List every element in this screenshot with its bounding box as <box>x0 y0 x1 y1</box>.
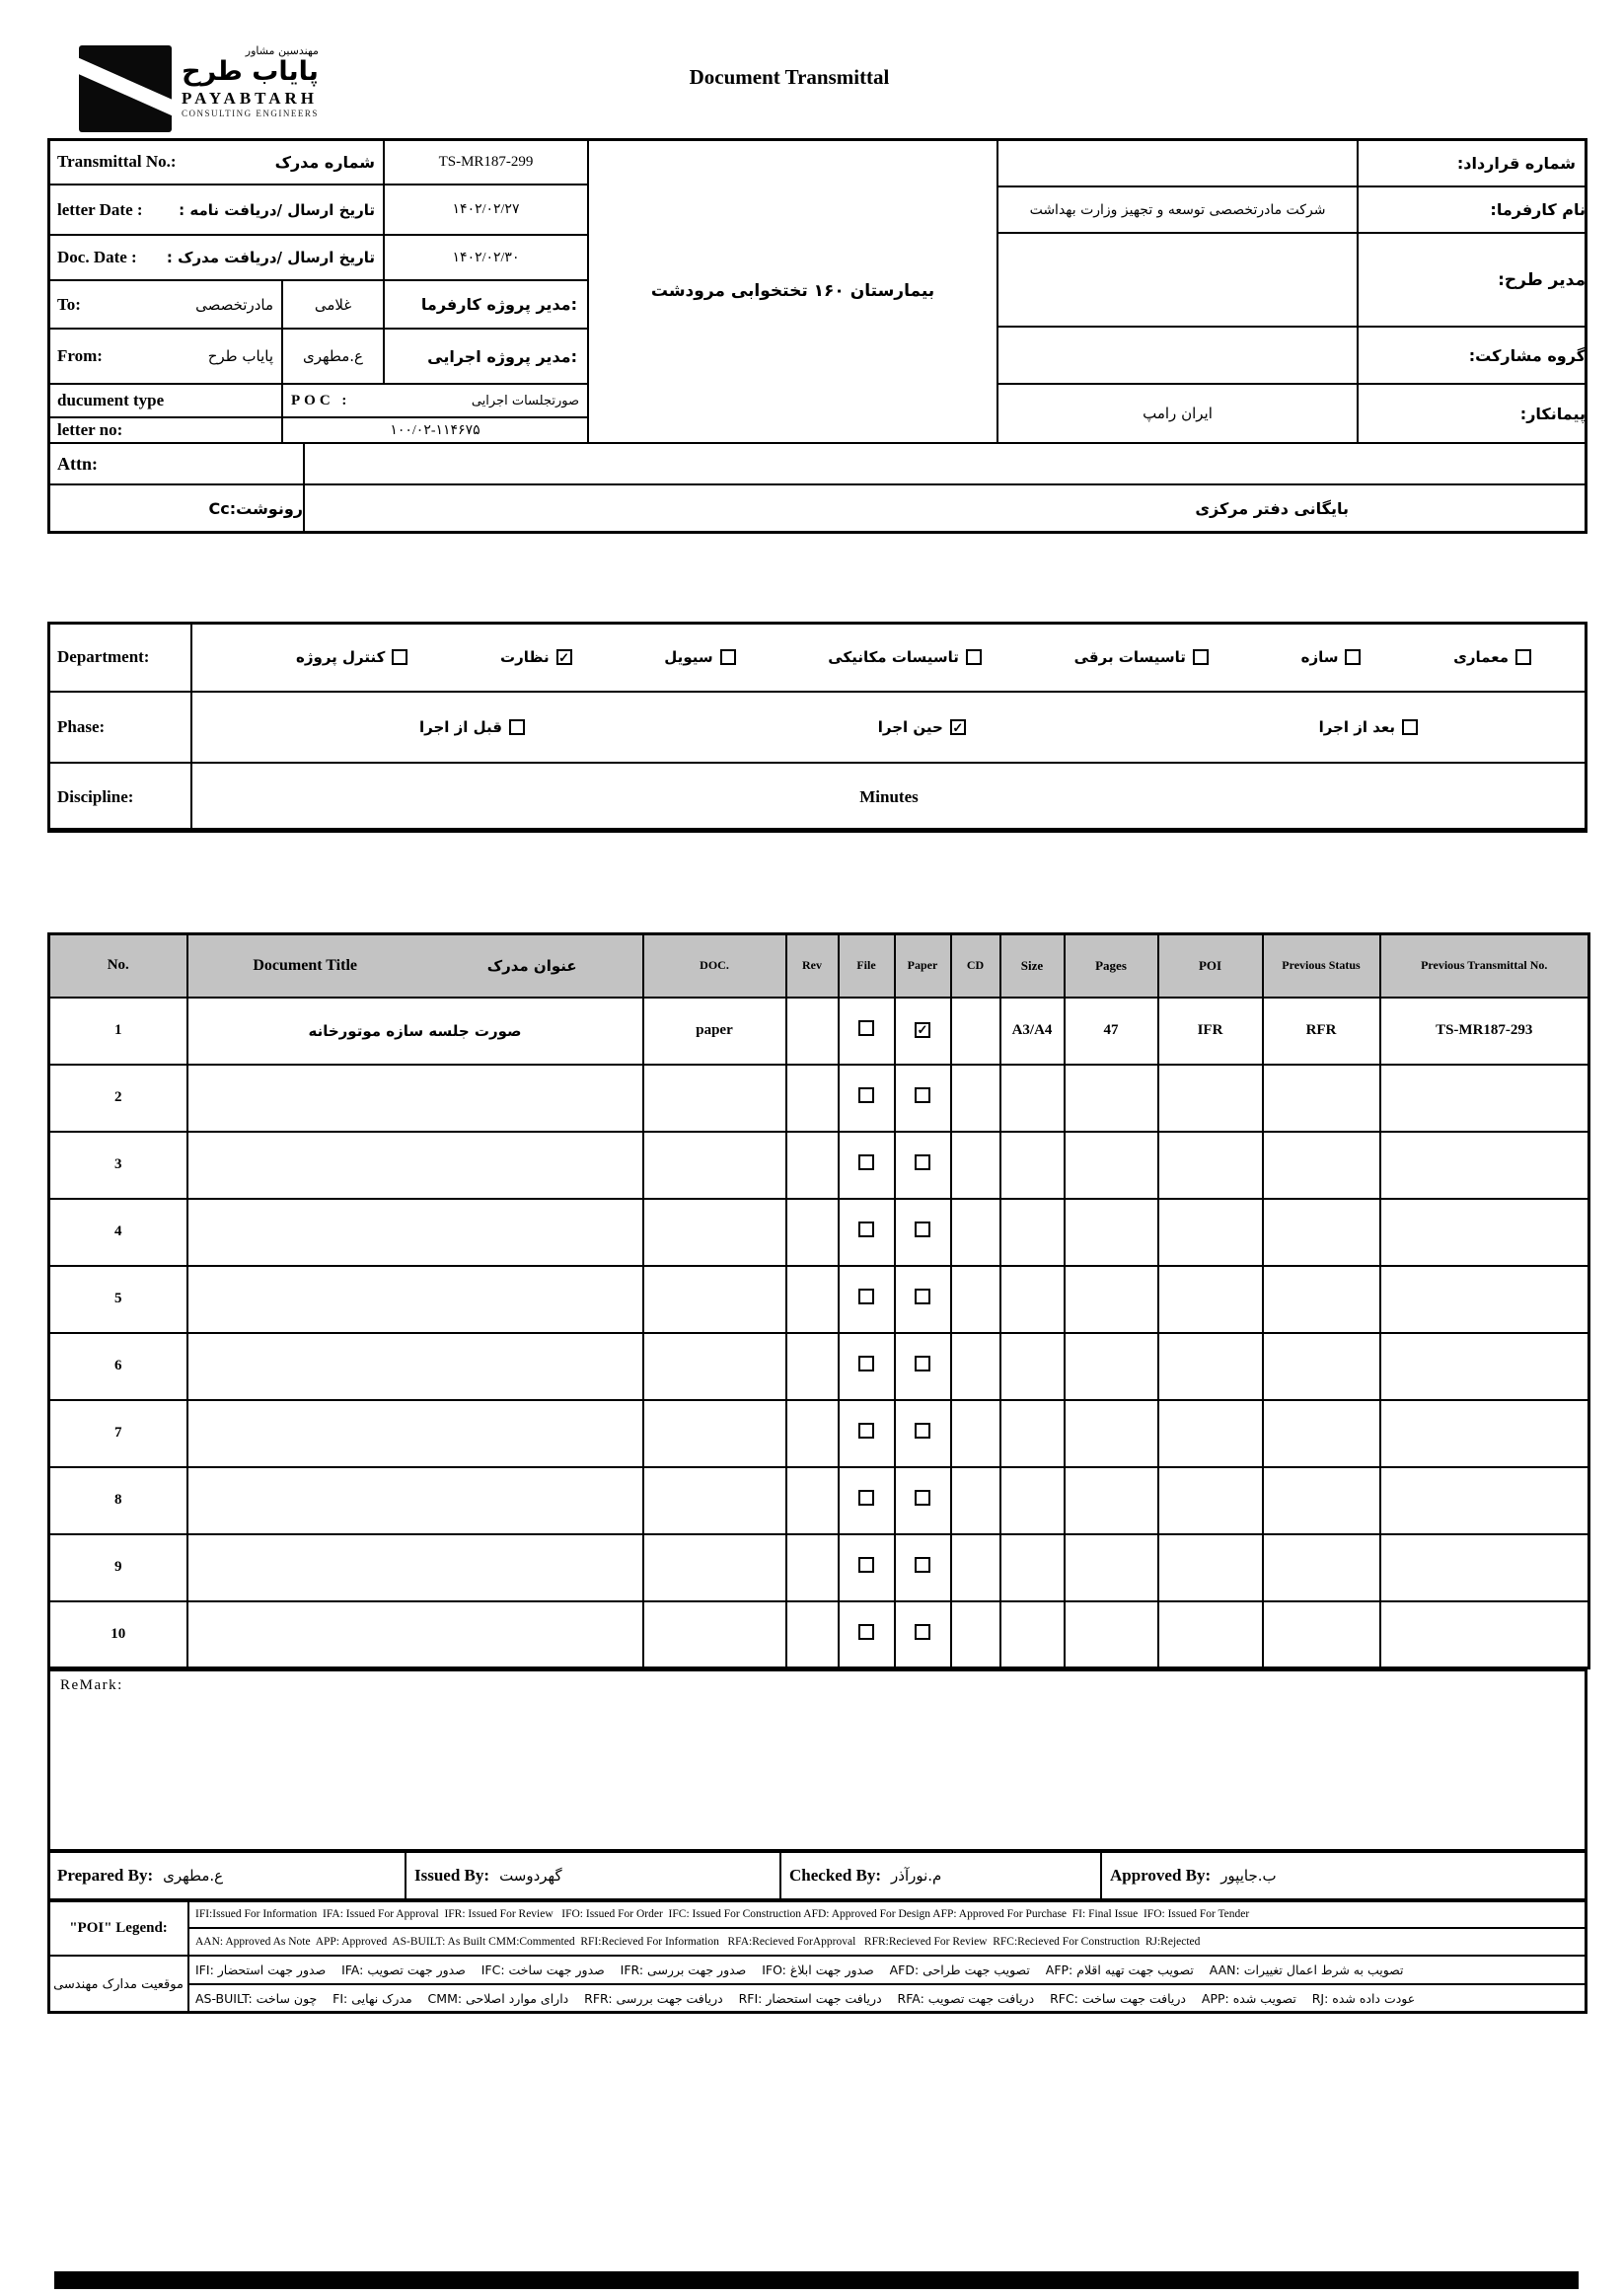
cell-rev <box>786 1065 839 1132</box>
issued-by-name: گهردوست <box>499 1867 562 1885</box>
cell-prev-transmittal <box>1380 1065 1589 1132</box>
header-paper: Paper <box>895 934 951 998</box>
cell-pages <box>1065 1467 1158 1534</box>
checkbox-option <box>664 648 735 666</box>
cell-doc <box>643 1333 786 1400</box>
cell-doc <box>643 1601 786 1668</box>
checkbox-label: کنترل پروژه <box>296 648 386 666</box>
checkbox-option <box>1453 648 1531 666</box>
poi-legend-fa-row2: AS-BUILT: چون ساخت FI: مدرک نهایی CMM: دارای موارد اصلاحی RFR: دریافت جهت بررسی RFI: دریافت جهت استحضار RFA: دریافت جهت تصویب RFC: دریافت جهت ساخت APP: تصویب شده RJ: عودت داده شده <box>187 1983 1587 2014</box>
paper-checkbox-cell <box>895 1266 951 1333</box>
letter-date-value: ۱۴۰۲/۰۲/۲۷ <box>383 184 589 236</box>
signatures-row <box>47 1850 1587 1901</box>
paper-checkbox[interactable] <box>915 1087 930 1103</box>
cell-poi <box>1158 1132 1263 1199</box>
cell-prev-status <box>1263 1065 1380 1132</box>
cell-cd <box>951 1065 1000 1132</box>
to-person: غلامی <box>281 279 385 330</box>
cell-rev <box>786 1601 839 1668</box>
cell-pages <box>1065 1199 1158 1266</box>
paper-checkbox[interactable] <box>915 1356 930 1371</box>
checkbox[interactable] <box>509 719 525 735</box>
checkbox[interactable] <box>966 649 982 665</box>
checkbox[interactable] <box>720 649 736 665</box>
attn-value <box>303 442 1587 485</box>
letter-date-label-fa: تاریخ ارسال /دریافت نامه : <box>179 200 375 219</box>
table-row <box>49 1534 1589 1601</box>
cc-value: بایگانی دفتر مرکزی <box>303 483 1587 534</box>
documents-table <box>47 932 1590 1669</box>
header-prev-transmittal: Previous Transmittal No. <box>1380 934 1589 998</box>
cell-doc <box>643 1534 786 1601</box>
cell-cd <box>951 1534 1000 1601</box>
cell-size <box>1000 1467 1065 1534</box>
cell-title: صورت جلسه سازه موتورخانه <box>187 998 643 1065</box>
cell-rev <box>786 998 839 1065</box>
from-role: مدیر پروژه اجرایی: <box>383 328 589 385</box>
cell-size <box>1000 1199 1065 1266</box>
paper-checkbox-cell <box>895 1333 951 1400</box>
table-row <box>49 1266 1589 1333</box>
cell-pages <box>1065 1266 1158 1333</box>
cell-cd <box>951 1266 1000 1333</box>
approved-by-name: ب.جایپور <box>1220 1867 1277 1885</box>
from-label: From: <box>57 346 103 365</box>
header-poi: POI <box>1158 934 1263 998</box>
checkbox-label: حین اجرا <box>877 718 943 736</box>
cell-cd <box>951 1333 1000 1400</box>
partnership-group-value <box>997 326 1359 385</box>
phase-options <box>190 691 1587 764</box>
cell-rev <box>786 1400 839 1467</box>
cell-size <box>1000 1132 1065 1199</box>
file-checkbox[interactable] <box>858 1624 874 1640</box>
doc-date-value: ۱۴۰۲/۰۲/۳۰ <box>383 234 589 281</box>
remark-box <box>47 1668 1587 1852</box>
phase-label: Phase: <box>47 691 192 764</box>
file-checkbox-cell <box>839 1266 895 1333</box>
cell-prev-status <box>1263 1467 1380 1534</box>
cell-doc: paper <box>643 998 786 1065</box>
cell-title <box>187 1266 643 1333</box>
paper-checkbox[interactable] <box>915 1423 930 1439</box>
cell-size <box>1000 1601 1065 1668</box>
logo-brand-fa: پایاب طرح <box>182 56 319 88</box>
checkbox[interactable] <box>392 649 407 665</box>
cell-size: A3/A4 <box>1000 998 1065 1065</box>
file-checkbox[interactable] <box>858 1423 874 1439</box>
cell-title <box>187 1534 643 1601</box>
table-row <box>49 1132 1589 1199</box>
cell-cd <box>951 998 1000 1065</box>
checkbox-label: قبل از اجرا <box>419 718 502 736</box>
cell-prev-transmittal <box>1380 1199 1589 1266</box>
from-org: پایاب طرح <box>207 347 273 365</box>
file-checkbox[interactable] <box>858 1154 874 1170</box>
cell-pages <box>1065 1333 1158 1400</box>
table-row <box>49 998 1589 1065</box>
partnership-group-label: گروه مشارکت: <box>1357 326 1587 385</box>
checkbox-label: تاسیسات مکانیکی <box>828 648 959 666</box>
from-person: ع.مطهری <box>281 328 385 385</box>
cell-cd <box>951 1467 1000 1534</box>
checkbox[interactable] <box>950 719 966 735</box>
checkbox[interactable] <box>1193 649 1209 665</box>
paper-checkbox[interactable] <box>915 1222 930 1237</box>
checkbox-option <box>878 718 966 736</box>
to-label: To: <box>57 294 81 314</box>
letter-no-value: ۱۰۰/۰۲-۱۱۴۶۷۵ <box>281 416 589 444</box>
cell-poi <box>1158 1266 1263 1333</box>
paper-checkbox[interactable] <box>915 1154 930 1170</box>
cell-poi <box>1158 1601 1263 1668</box>
poi-legend-en-row2: AAN: Approved As Note APP: Approved AS-BUILT: As Built CMM:Commented RFI:Recieved For Information RFA:Recieved ForApproval RFR:Recieved For Review RFC:Recieved For Construction RJ:Rejected <box>187 1927 1587 1957</box>
project-name: بیمارستان ۱۶۰ تختخوابی مرودشت <box>587 138 998 444</box>
cell-title <box>187 1065 643 1132</box>
cell-poi: IFR <box>1158 998 1263 1065</box>
checkbox-option <box>1301 648 1362 666</box>
paper-checkbox-cell <box>895 1065 951 1132</box>
file-checkbox[interactable] <box>858 1020 874 1036</box>
table-row <box>49 1333 1589 1400</box>
checkbox[interactable] <box>556 649 572 665</box>
cell-prev-status <box>1263 1132 1380 1199</box>
paper-checkbox-cell <box>895 1199 951 1266</box>
cell-pages <box>1065 1400 1158 1467</box>
prepared-by-name: ع.مطهری <box>163 1867 224 1885</box>
file-checkbox-cell <box>839 1199 895 1266</box>
cell-size <box>1000 1065 1065 1132</box>
header-size: Size <box>1000 934 1065 998</box>
info-block <box>47 138 1587 534</box>
logo-tagline: CONSULTING ENGINEERS <box>182 109 319 119</box>
transmittal-no-value: TS-MR187-299 <box>383 138 589 185</box>
cell-prev-transmittal <box>1380 1467 1589 1534</box>
cell-pages <box>1065 1534 1158 1601</box>
to-role: مدیر پروژه کارفرما: <box>383 279 589 330</box>
cell-rev <box>786 1534 839 1601</box>
checkbox-option <box>828 648 982 666</box>
checkbox-label: بعد از اجرا <box>1318 718 1395 736</box>
checkbox[interactable] <box>1345 649 1361 665</box>
cell-title <box>187 1199 643 1266</box>
cell-pages <box>1065 1065 1158 1132</box>
table-row <box>49 1400 1589 1467</box>
department-label: Department: <box>47 622 192 693</box>
cc-label: رونوشت:Cc <box>47 483 305 534</box>
documents-header-row <box>49 934 1589 998</box>
discipline-label: Discipline: <box>47 762 192 833</box>
cell-rev <box>786 1199 839 1266</box>
file-checkbox-cell <box>839 1534 895 1601</box>
document-type-value: POC : <box>291 392 351 408</box>
header-title <box>187 934 643 998</box>
cell-pages: 47 <box>1065 998 1158 1065</box>
cell-prev-status <box>1263 1266 1380 1333</box>
file-checkbox-cell <box>839 1333 895 1400</box>
cell-prev-transmittal: TS-MR187-293 <box>1380 998 1589 1065</box>
table-row <box>49 1065 1589 1132</box>
poi-legend-fa-row1: IFI: صدور جهت استحضار IFA: صدور جهت تصویب IFC: صدور جهت ساخت IFR: صدور جهت بررسی IFO: صدور جهت ابلاغ AFD: تصویب جهت طراحی AFP: تصویب جهت تهیه اقلام AAN: تصویب به شرط اعمال تغییرات <box>187 1955 1587 1985</box>
contract-no-label: شماره قرارداد: <box>1357 138 1587 187</box>
paper-checkbox-cell <box>895 1534 951 1601</box>
letter-no-label: letter no: <box>47 416 283 444</box>
cell-prev-transmittal <box>1380 1601 1589 1668</box>
cell-prev-transmittal <box>1380 1333 1589 1400</box>
file-checkbox-cell <box>839 998 895 1065</box>
design-manager-label: مدیر طرح: <box>1357 232 1587 328</box>
file-checkbox[interactable] <box>858 1557 874 1573</box>
header-title-fa: عنوان مدرک <box>486 956 577 975</box>
paper-checkbox-cell <box>895 1132 951 1199</box>
cell-doc <box>643 1266 786 1333</box>
checkbox-option <box>1319 718 1418 736</box>
cell-size <box>1000 1266 1065 1333</box>
header-rev: Rev <box>786 934 839 998</box>
cell-title <box>187 1132 643 1199</box>
checkbox[interactable] <box>1402 719 1418 735</box>
cell-prev-status <box>1263 1400 1380 1467</box>
cell-cd <box>951 1132 1000 1199</box>
letter-date-label: letter Date : <box>57 199 143 219</box>
cell-no: 7 <box>49 1400 187 1467</box>
file-checkbox[interactable] <box>858 1087 874 1103</box>
file-checkbox[interactable] <box>858 1289 874 1304</box>
approved-by-label: Approved By: <box>1110 1866 1212 1885</box>
cell-no: 6 <box>49 1333 187 1400</box>
checkbox-label: معماری <box>1453 648 1509 666</box>
cell-prev-transmittal <box>1380 1266 1589 1333</box>
paper-checkbox[interactable] <box>915 1624 930 1640</box>
cell-rev <box>786 1266 839 1333</box>
cell-doc <box>643 1400 786 1467</box>
client-value: شرکت مادرتخصصی توسعه و تجهیز وزارت بهداشت <box>997 185 1359 234</box>
classification-block <box>47 622 1587 831</box>
cell-size <box>1000 1333 1065 1400</box>
paper-checkbox-cell <box>895 1400 951 1467</box>
contractor-label: پیمانکار: <box>1357 383 1587 444</box>
checkbox[interactable] <box>1515 649 1531 665</box>
header-file: File <box>839 934 895 998</box>
checkbox-option <box>419 718 525 736</box>
transmittal-no-label-fa: شماره مدرک <box>274 152 375 172</box>
file-checkbox[interactable] <box>858 1222 874 1237</box>
to-org: مادرتخصصی <box>195 295 273 314</box>
paper-checkbox-cell <box>895 1467 951 1534</box>
cell-poi <box>1158 1467 1263 1534</box>
cell-prev-status <box>1263 1333 1380 1400</box>
cell-cd <box>951 1601 1000 1668</box>
contractor-value: ایران رامپ <box>997 383 1359 444</box>
cell-poi <box>1158 1199 1263 1266</box>
cell-poi <box>1158 1534 1263 1601</box>
cell-prev-transmittal <box>1380 1534 1589 1601</box>
header-prev-status: Previous Status <box>1263 934 1380 998</box>
cell-prev-status: RFR <box>1263 998 1380 1065</box>
document-type-value-fa: صورتجلسات اجرایی <box>471 393 579 408</box>
cell-no: 8 <box>49 1467 187 1534</box>
cell-size <box>1000 1534 1065 1601</box>
cell-title <box>187 1601 643 1668</box>
logo-brand: PAYABTARH <box>182 88 319 108</box>
client-label: نام کارفرما: <box>1357 185 1587 234</box>
poi-legend-en-row1: IFI:Issued For Information IFA: Issued For Approval IFR: Issued For Review IFO: Issued For Order IFC: Issued For Construction AFD: Approved For Design AFP: Approved For Purchase FI: Final Issue IFO: Issued For Tender <box>187 1899 1587 1929</box>
table-row <box>49 1467 1589 1534</box>
cell-no: 1 <box>49 998 187 1065</box>
checkbox-option <box>500 648 572 666</box>
design-manager-value <box>997 232 1359 328</box>
cell-cd <box>951 1199 1000 1266</box>
paper-checkbox-cell <box>895 1601 951 1668</box>
cell-no: 5 <box>49 1266 187 1333</box>
document-type-label: ducument type <box>47 383 283 418</box>
remark-label: ReMark: <box>60 1677 123 1693</box>
cell-pages <box>1065 1601 1158 1668</box>
cell-prev-status <box>1263 1601 1380 1668</box>
cell-doc <box>643 1467 786 1534</box>
paper-checkbox-cell <box>895 998 951 1065</box>
cell-no: 4 <box>49 1199 187 1266</box>
cell-size <box>1000 1400 1065 1467</box>
header-cd: CD <box>951 934 1000 998</box>
cell-prev-transmittal <box>1380 1400 1589 1467</box>
checkbox-option <box>1074 648 1209 666</box>
paper-checkbox[interactable] <box>915 1289 930 1304</box>
header-title-en: Document Title <box>253 956 357 974</box>
cell-title <box>187 1400 643 1467</box>
checkbox-label: سازه <box>1300 648 1339 666</box>
checkbox-label: تاسیسات برقی <box>1073 648 1186 666</box>
poi-legend-label-fa: موقعیت مدارک مهندسی <box>47 1955 189 2014</box>
table-row <box>49 1601 1589 1668</box>
header-no: No. <box>49 934 187 998</box>
doc-rows <box>49 998 1589 1668</box>
transmittal-no-label: Transmittal No.: <box>57 152 177 171</box>
paper-checkbox[interactable] <box>915 1490 930 1506</box>
paper-checkbox[interactable] <box>915 1557 930 1573</box>
cell-doc <box>643 1065 786 1132</box>
department-options <box>190 622 1587 693</box>
poi-legend-label: "POI" Legend: <box>47 1899 189 1957</box>
checkbox-option <box>296 648 407 666</box>
page-title: Document Transmittal <box>689 65 890 89</box>
file-checkbox-cell <box>839 1601 895 1668</box>
footer-bar <box>54 2271 1579 2289</box>
table-row <box>49 1199 1589 1266</box>
cell-no: 3 <box>49 1132 187 1199</box>
discipline-value: Minutes <box>190 762 1587 833</box>
cell-title <box>187 1467 643 1534</box>
file-checkbox-cell <box>839 1132 895 1199</box>
header-pages: Pages <box>1065 934 1158 998</box>
file-checkbox[interactable] <box>858 1490 874 1506</box>
checkbox-label: نظارت <box>500 648 550 666</box>
checked-by-name: م.نورآذر <box>891 1867 942 1885</box>
cell-prev-status <box>1263 1534 1380 1601</box>
prepared-by-label: Prepared By: <box>57 1866 154 1885</box>
cell-no: 10 <box>49 1601 187 1668</box>
cell-cd <box>951 1400 1000 1467</box>
file-checkbox-cell <box>839 1400 895 1467</box>
file-checkbox-cell <box>839 1467 895 1534</box>
cell-rev <box>786 1333 839 1400</box>
cell-doc <box>643 1132 786 1199</box>
cell-rev <box>786 1467 839 1534</box>
poi-legend <box>47 1899 1587 2014</box>
cell-prev-status <box>1263 1199 1380 1266</box>
cell-poi <box>1158 1400 1263 1467</box>
checkbox-label: سیویل <box>664 648 713 666</box>
cell-no: 9 <box>49 1534 187 1601</box>
file-checkbox-cell <box>839 1065 895 1132</box>
contract-no-value <box>997 138 1359 187</box>
cell-pages <box>1065 1132 1158 1199</box>
header-doc: DOC. <box>643 934 786 998</box>
paper-checkbox[interactable] <box>915 1022 930 1038</box>
doc-date-label: Doc. Date : <box>57 248 137 266</box>
cell-poi <box>1158 1333 1263 1400</box>
cell-rev <box>786 1132 839 1199</box>
cell-poi <box>1158 1065 1263 1132</box>
checked-by-label: Checked By: <box>789 1866 882 1885</box>
cell-prev-transmittal <box>1380 1132 1589 1199</box>
cell-no: 2 <box>49 1065 187 1132</box>
file-checkbox[interactable] <box>858 1356 874 1371</box>
attn-label: Attn: <box>47 442 305 485</box>
cell-doc <box>643 1199 786 1266</box>
issued-by-label: Issued By: <box>414 1866 490 1885</box>
cell-title <box>187 1333 643 1400</box>
logo-tagline-fa: مهندسین مشاور <box>245 44 319 57</box>
doc-date-label-fa: تاریخ ارسال /دریافت مدرک : <box>166 249 375 266</box>
